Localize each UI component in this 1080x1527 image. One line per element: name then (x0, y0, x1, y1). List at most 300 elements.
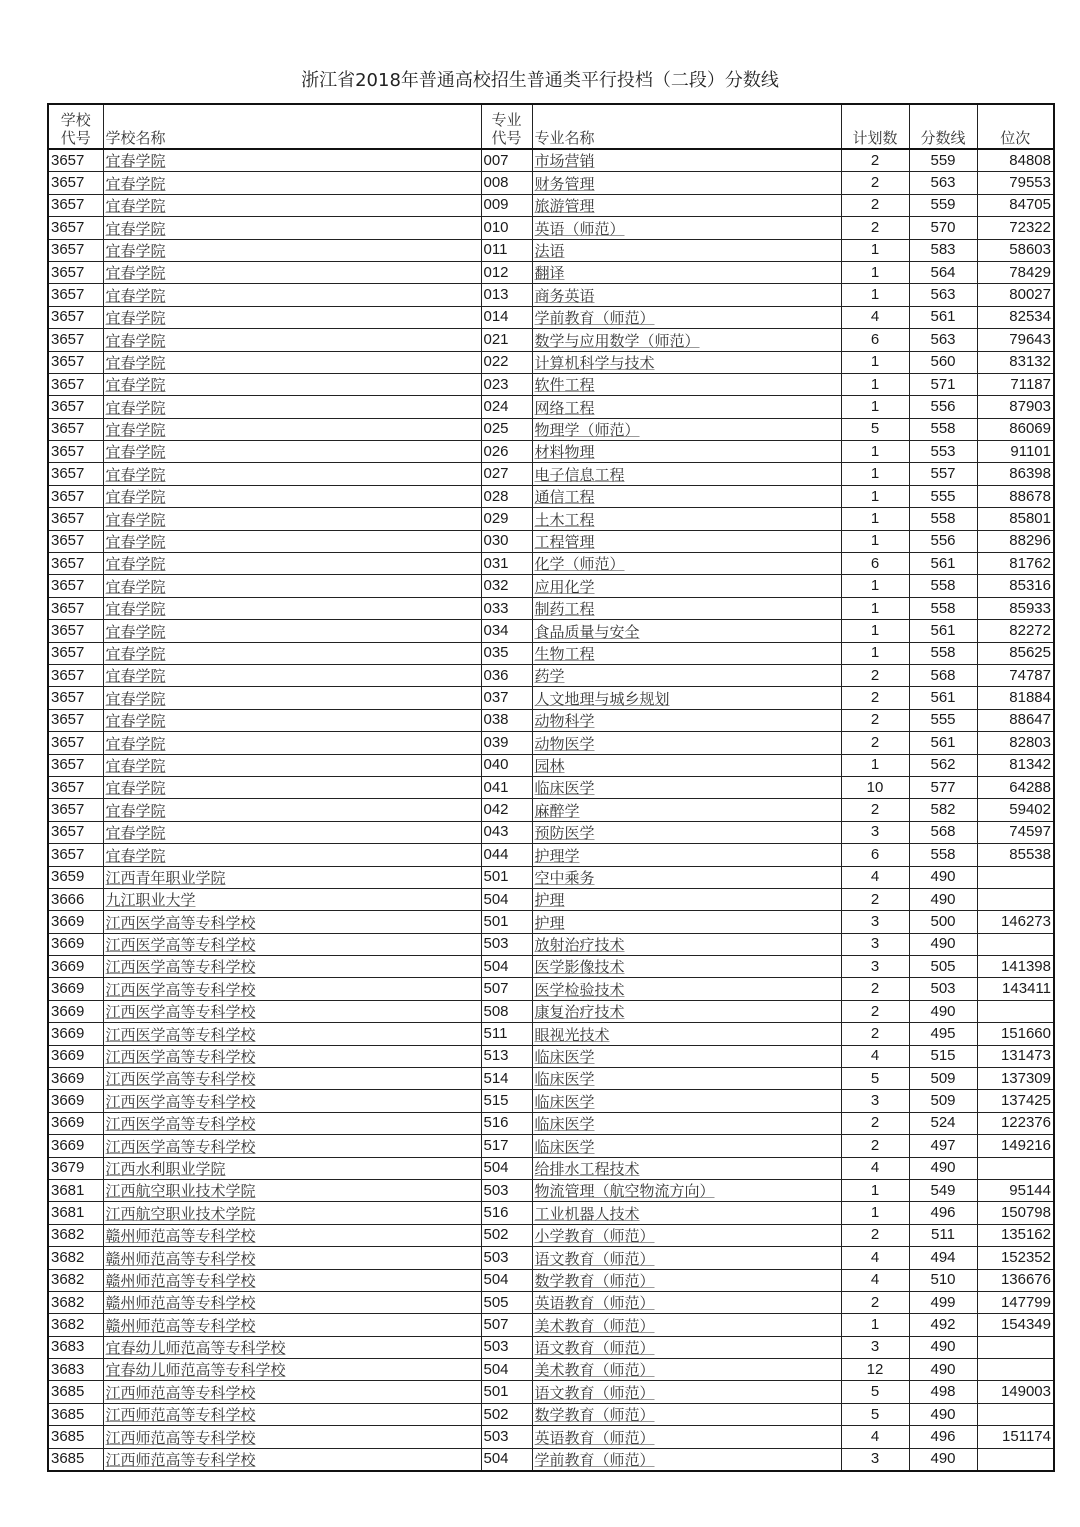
cell-plan: 1 (841, 620, 909, 642)
cell-school-name-text: 宜春学院 (105, 353, 166, 372)
cell-plan: 2 (841, 149, 909, 172)
cell-school-name-text: 江西医学高等专科学校 (105, 1092, 256, 1111)
cell-major-name (532, 1359, 841, 1381)
cell-school-code: 3657 (48, 620, 103, 642)
cell-school-name-text: 宜春学院 (105, 600, 166, 619)
table-row (48, 261, 1054, 283)
cell-school-name-text: 宜春学院 (105, 801, 166, 820)
cell-school-name (103, 194, 481, 216)
cell-school-name (103, 463, 481, 485)
cell-major-code: 501 (481, 866, 532, 888)
cell-school-code: 3657 (48, 217, 103, 239)
table-header-row (48, 104, 1054, 149)
cell-rank (977, 933, 1054, 955)
cell-score: 558 (909, 844, 977, 866)
cell-major-name-text: 美术教育（师范） (534, 1316, 655, 1335)
cell-score: 558 (909, 508, 977, 530)
table-row (48, 1179, 1054, 1201)
cell-score: 556 (909, 396, 977, 418)
cell-score: 503 (909, 978, 977, 1000)
cell-score: 524 (909, 1112, 977, 1134)
cell-major-name-text: 空中乘务 (534, 868, 595, 887)
cell-plan: 4 (841, 1157, 909, 1179)
header-major-code (481, 104, 532, 149)
table-row (48, 776, 1054, 798)
cell-school-name (103, 1045, 481, 1067)
cell-school-code: 3666 (48, 888, 103, 910)
table-row (48, 1023, 1054, 1045)
cell-school-code: 3657 (48, 373, 103, 395)
cell-major-name (532, 664, 841, 686)
cell-major-code: 041 (481, 776, 532, 798)
cell-major-name (532, 575, 841, 597)
cell-major-name-text: 计算机科学与技术 (534, 353, 655, 372)
cell-major-name-text: 动物科学 (534, 712, 595, 731)
cell-major-name-text: 临床医学 (534, 1115, 595, 1134)
cell-school-name (103, 821, 481, 843)
cell-school-name-text: 宜春学院 (105, 667, 166, 686)
cell-major-name-text: 英语（师范） (534, 219, 625, 238)
cell-major-code: 516 (481, 1112, 532, 1134)
cell-major-name-text: 化学（师范） (534, 555, 625, 574)
cell-plan: 10 (841, 776, 909, 798)
cell-major-name-text: 市场营销 (534, 152, 595, 171)
cell-school-name (103, 888, 481, 910)
cell-major-name (532, 1269, 841, 1291)
table-row (48, 642, 1054, 664)
cell-school-code: 3669 (48, 1090, 103, 1112)
cell-school-name (103, 1426, 481, 1448)
cell-major-name-text: 电子信息工程 (534, 465, 625, 484)
cell-school-code: 3657 (48, 508, 103, 530)
cell-school-name (103, 1157, 481, 1179)
cell-school-code: 3657 (48, 441, 103, 463)
cell-rank: 151660 (977, 1023, 1054, 1045)
cell-rank: 88296 (977, 530, 1054, 552)
cell-school-name-text: 宜春学院 (105, 510, 166, 529)
cell-major-name (532, 933, 841, 955)
cell-school-name (103, 1381, 481, 1403)
table-row (48, 978, 1054, 1000)
cell-major-name-text: 财务管理 (534, 174, 595, 193)
cell-rank: 136676 (977, 1269, 1054, 1291)
cell-school-name-text: 江西医学高等专科学校 (105, 1048, 256, 1067)
cell-score: 562 (909, 754, 977, 776)
cell-rank (977, 1000, 1054, 1022)
cell-school-name (103, 1023, 481, 1045)
cell-major-name (532, 418, 841, 440)
cell-school-code: 3657 (48, 149, 103, 172)
cell-school-name-text: 宜春学院 (105, 555, 166, 574)
table-body (48, 149, 1054, 1471)
cell-major-name-text: 临床医学 (534, 1070, 595, 1089)
cell-major-name (532, 597, 841, 619)
cell-major-code: 503 (481, 1336, 532, 1358)
cell-major-name (532, 172, 841, 194)
cell-major-name-text: 法语 (534, 241, 565, 260)
table-row (48, 172, 1054, 194)
table-row (48, 1090, 1054, 1112)
cell-major-name (532, 1224, 841, 1246)
cell-score: 563 (909, 172, 977, 194)
cell-major-code: 021 (481, 329, 532, 351)
cell-major-name (532, 508, 841, 530)
cell-rank: 86069 (977, 418, 1054, 440)
cell-school-code: 3657 (48, 463, 103, 485)
cell-major-code: 010 (481, 217, 532, 239)
cell-school-code: 3682 (48, 1314, 103, 1336)
cell-school-name-text: 宜春学院 (105, 577, 166, 596)
cell-school-name (103, 1291, 481, 1313)
cell-major-name (532, 1135, 841, 1157)
cell-rank (977, 1403, 1054, 1425)
cell-major-name (532, 1448, 841, 1471)
cell-school-code: 3657 (48, 553, 103, 575)
cell-school-name (103, 642, 481, 664)
cell-school-name-text: 九江职业大学 (105, 891, 196, 910)
cell-major-code: 029 (481, 508, 532, 530)
cell-major-name (532, 866, 841, 888)
cell-major-name (532, 844, 841, 866)
table-row (48, 1448, 1054, 1471)
cell-major-code: 504 (481, 1269, 532, 1291)
cell-school-name-text: 宜春学院 (105, 756, 166, 775)
cell-plan: 1 (841, 530, 909, 552)
table-row (48, 888, 1054, 910)
cell-major-code: 501 (481, 911, 532, 933)
cell-major-name (532, 1179, 841, 1201)
cell-plan: 4 (841, 1045, 909, 1067)
cell-major-name-text: 美术教育（师范） (534, 1361, 655, 1380)
cell-plan: 1 (841, 441, 909, 463)
cell-major-code: 023 (481, 373, 532, 395)
cell-school-code: 3681 (48, 1179, 103, 1201)
cell-major-code: 031 (481, 553, 532, 575)
table-row (48, 597, 1054, 619)
cell-school-code: 3681 (48, 1202, 103, 1224)
cell-major-code: 511 (481, 1023, 532, 1045)
cell-major-code: 514 (481, 1068, 532, 1090)
cell-school-name-text: 赣州师范高等专科学校 (105, 1316, 256, 1335)
cell-rank (977, 1336, 1054, 1358)
cell-score: 555 (909, 709, 977, 731)
cell-school-code: 3657 (48, 418, 103, 440)
cell-major-name-text: 小学教育（师范） (534, 1227, 655, 1246)
cell-major-name (532, 687, 841, 709)
cell-major-name-text: 生物工程 (534, 644, 595, 663)
cell-major-code: 022 (481, 351, 532, 373)
cell-score: 563 (909, 284, 977, 306)
cell-major-name-text: 预防医学 (534, 824, 595, 843)
table-row (48, 239, 1054, 261)
cell-rank: 74787 (977, 664, 1054, 686)
cell-major-name (532, 1090, 841, 1112)
cell-major-code: 025 (481, 418, 532, 440)
cell-major-name (532, 441, 841, 463)
table-row (48, 508, 1054, 530)
cell-major-code: 037 (481, 687, 532, 709)
cell-school-name (103, 1202, 481, 1224)
cell-school-name-text: 宜春学院 (105, 824, 166, 843)
cell-school-code: 3669 (48, 1000, 103, 1022)
cell-major-code: 027 (481, 463, 532, 485)
cell-school-code: 3657 (48, 485, 103, 507)
cell-rank: 88647 (977, 709, 1054, 731)
cell-major-code: 504 (481, 1359, 532, 1381)
cell-school-code: 3657 (48, 284, 103, 306)
cell-score: 560 (909, 351, 977, 373)
cell-major-name-text: 食品质量与安全 (534, 622, 640, 641)
cell-score: 561 (909, 620, 977, 642)
table-row (48, 1157, 1054, 1179)
cell-score: 511 (909, 1224, 977, 1246)
cell-school-code: 3685 (48, 1381, 103, 1403)
cell-plan: 1 (841, 1314, 909, 1336)
cell-major-name (532, 1426, 841, 1448)
cell-school-code: 3657 (48, 575, 103, 597)
cell-plan: 2 (841, 799, 909, 821)
cell-school-name-text: 宜春学院 (105, 779, 166, 798)
cell-school-code: 3682 (48, 1269, 103, 1291)
table-row (48, 1068, 1054, 1090)
cell-school-code: 3669 (48, 956, 103, 978)
cell-rank: 154349 (977, 1314, 1054, 1336)
cell-school-code: 3669 (48, 1045, 103, 1067)
table-row (48, 1381, 1054, 1403)
cell-major-name (532, 530, 841, 552)
cell-school-name-text: 宜春学院 (105, 644, 166, 663)
cell-major-name-text: 物流管理（航空物流方向） (534, 1182, 715, 1201)
cell-major-code: 008 (481, 172, 532, 194)
cell-school-name (103, 799, 481, 821)
cell-major-code: 513 (481, 1045, 532, 1067)
cell-school-name-text: 宜春学院 (105, 286, 166, 305)
cell-school-code: 3657 (48, 776, 103, 798)
cell-school-name (103, 620, 481, 642)
cell-plan: 1 (841, 508, 909, 530)
cell-major-code: 503 (481, 1247, 532, 1269)
cell-plan: 1 (841, 597, 909, 619)
cell-major-name-text: 园林 (534, 756, 565, 775)
table-row (48, 418, 1054, 440)
score-table (47, 103, 1055, 1472)
cell-major-code: 501 (481, 1381, 532, 1403)
table-row (48, 373, 1054, 395)
cell-school-name (103, 329, 481, 351)
table-row (48, 1336, 1054, 1358)
cell-major-code: 504 (481, 956, 532, 978)
cell-major-code: 024 (481, 396, 532, 418)
cell-school-name-text: 宜春幼儿师范高等专科学校 (105, 1339, 286, 1358)
cell-rank: 81884 (977, 687, 1054, 709)
cell-school-name-text: 江西医学高等专科学校 (105, 1070, 256, 1089)
cell-plan: 1 (841, 485, 909, 507)
cell-major-name (532, 1045, 841, 1067)
cell-major-code: 517 (481, 1135, 532, 1157)
cell-score: 558 (909, 597, 977, 619)
table-row (48, 194, 1054, 216)
cell-major-name-text: 临床医学 (534, 779, 595, 798)
cell-score: 561 (909, 553, 977, 575)
cell-rank (977, 866, 1054, 888)
cell-plan: 5 (841, 1403, 909, 1425)
cell-score: 494 (909, 1247, 977, 1269)
cell-major-name (532, 799, 841, 821)
cell-school-name-text: 江西师范高等专科学校 (105, 1428, 256, 1447)
table-row (48, 575, 1054, 597)
cell-plan: 5 (841, 1068, 909, 1090)
cell-plan: 12 (841, 1359, 909, 1381)
header-school-code (48, 104, 103, 149)
cell-school-name (103, 508, 481, 530)
cell-major-name (532, 1247, 841, 1269)
cell-major-name-text: 工业机器人技术 (534, 1204, 640, 1223)
table-row (48, 396, 1054, 418)
cell-school-name (103, 1336, 481, 1358)
cell-major-name-text: 给排水工程技术 (534, 1159, 640, 1178)
cell-rank: 150798 (977, 1202, 1054, 1224)
cell-school-name-text: 江西医学高等专科学校 (105, 980, 256, 999)
table-row (48, 1359, 1054, 1381)
cell-school-name-text: 江西医学高等专科学校 (105, 1025, 256, 1044)
cell-school-name (103, 1314, 481, 1336)
cell-school-code: 3657 (48, 821, 103, 843)
cell-plan: 1 (841, 261, 909, 283)
cell-major-code: 043 (481, 821, 532, 843)
cell-major-name (532, 821, 841, 843)
table-row (48, 351, 1054, 373)
cell-school-name (103, 866, 481, 888)
cell-school-name-text: 宜春学院 (105, 309, 166, 328)
cell-school-name-text: 江西师范高等专科学校 (105, 1451, 256, 1470)
cell-major-code: 507 (481, 978, 532, 1000)
cell-school-code: 3669 (48, 1023, 103, 1045)
cell-score: 558 (909, 575, 977, 597)
cell-major-name (532, 239, 841, 261)
cell-school-name-text: 宜春学院 (105, 712, 166, 731)
cell-school-code: 3657 (48, 396, 103, 418)
cell-school-name-text: 江西医学高等专科学校 (105, 1003, 256, 1022)
cell-school-name (103, 1179, 481, 1201)
cell-school-code: 3657 (48, 754, 103, 776)
cell-major-code: 503 (481, 1426, 532, 1448)
header-school-code-line2: 代号 (60, 129, 91, 147)
table-row (48, 620, 1054, 642)
cell-score: 505 (909, 956, 977, 978)
cell-score: 509 (909, 1090, 977, 1112)
table-row (48, 911, 1054, 933)
cell-school-name (103, 553, 481, 575)
cell-major-name (532, 373, 841, 395)
cell-school-name (103, 351, 481, 373)
cell-rank: 59402 (977, 799, 1054, 821)
cell-score: 570 (909, 217, 977, 239)
table-row (48, 1135, 1054, 1157)
cell-plan: 3 (841, 1448, 909, 1471)
cell-school-name (103, 217, 481, 239)
cell-score: 563 (909, 329, 977, 351)
cell-school-code: 3657 (48, 664, 103, 686)
cell-rank: 137425 (977, 1090, 1054, 1112)
table-row (48, 1224, 1054, 1246)
cell-rank: 64288 (977, 776, 1054, 798)
cell-major-name-text: 临床医学 (534, 1048, 595, 1067)
cell-plan: 3 (841, 933, 909, 955)
cell-rank (977, 1448, 1054, 1471)
cell-school-name (103, 530, 481, 552)
cell-major-code: 503 (481, 933, 532, 955)
cell-score: 490 (909, 1359, 977, 1381)
cell-rank: 82803 (977, 732, 1054, 754)
cell-plan: 2 (841, 1000, 909, 1022)
cell-major-code: 007 (481, 149, 532, 172)
cell-school-name (103, 1135, 481, 1157)
cell-major-name (532, 1023, 841, 1045)
cell-school-name-text: 赣州师范高等专科学校 (105, 1294, 256, 1313)
cell-school-code: 3669 (48, 1135, 103, 1157)
cell-school-code: 3682 (48, 1247, 103, 1269)
cell-plan: 2 (841, 687, 909, 709)
cell-major-code: 039 (481, 732, 532, 754)
cell-plan: 1 (841, 1179, 909, 1201)
cell-school-code: 3683 (48, 1359, 103, 1381)
table-row (48, 1291, 1054, 1313)
header-major-code-line1: 专业 (491, 111, 522, 129)
cell-rank: 135162 (977, 1224, 1054, 1246)
cell-major-code: 507 (481, 1314, 532, 1336)
cell-major-name (532, 776, 841, 798)
cell-school-name-text: 赣州师范高等专科学校 (105, 1249, 256, 1268)
cell-rank: 85933 (977, 597, 1054, 619)
cell-school-name (103, 933, 481, 955)
header-score: 分数线 (909, 104, 977, 149)
cell-plan: 6 (841, 844, 909, 866)
cell-school-name-text: 江西师范高等专科学校 (105, 1383, 256, 1402)
table-row (48, 1045, 1054, 1067)
cell-score: 555 (909, 485, 977, 507)
cell-school-code: 3682 (48, 1224, 103, 1246)
cell-plan: 4 (841, 1269, 909, 1291)
cell-school-code: 3657 (48, 194, 103, 216)
cell-rank: 79553 (977, 172, 1054, 194)
cell-rank: 95144 (977, 1179, 1054, 1201)
cell-major-name-text: 物理学（师范） (534, 421, 640, 440)
cell-school-code: 3669 (48, 911, 103, 933)
table-row (48, 553, 1054, 575)
cell-school-name (103, 1403, 481, 1425)
cell-school-name (103, 485, 481, 507)
cell-plan: 6 (841, 553, 909, 575)
cell-major-name-text: 学前教育（师范） (534, 1451, 655, 1470)
cell-major-name (532, 1291, 841, 1313)
cell-plan: 2 (841, 217, 909, 239)
table-row (48, 1314, 1054, 1336)
cell-school-name-text: 江西师范高等专科学校 (105, 1406, 256, 1425)
cell-rank: 58603 (977, 239, 1054, 261)
cell-score: 490 (909, 888, 977, 910)
cell-major-code: 044 (481, 844, 532, 866)
cell-plan: 3 (841, 821, 909, 843)
cell-plan: 2 (841, 1112, 909, 1134)
cell-school-name-text: 宜春学院 (105, 734, 166, 753)
table-row (48, 1000, 1054, 1022)
cell-major-name-text: 网络工程 (534, 398, 595, 417)
cell-major-name (532, 194, 841, 216)
cell-score: 490 (909, 1336, 977, 1358)
cell-score: 490 (909, 1448, 977, 1471)
cell-major-name-text: 应用化学 (534, 577, 595, 596)
cell-score: 497 (909, 1135, 977, 1157)
